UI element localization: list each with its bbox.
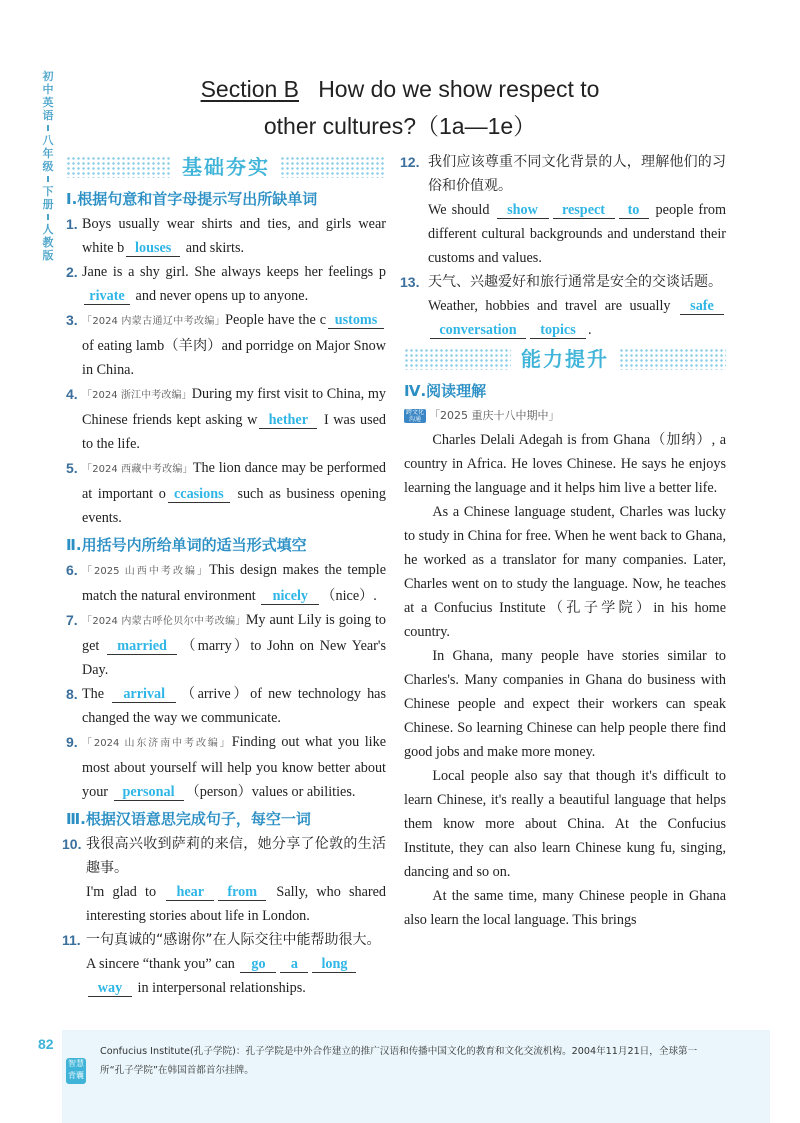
question-3 [66,308,386,382]
question-2 [66,260,386,308]
banner-title: 能力提升 [521,347,609,371]
footer-note: Confucius Institute(孔子学院)：孔子学院是中外合作建立的推广汉语和传播中国文化的教育和文化交流机构。2004年11月21日，全球第一所“孔子学院”在韩国首都首尔挂牌。 [100,1046,698,1076]
question-text: and skirts. [182,240,245,256]
question-number: 10. [62,836,82,852]
chinese-prompt: 天气、兴趣爱好和旅行通常是安全的交谈话题。 [428,274,722,290]
initial-letter: o [158,486,166,502]
answer-blank: hear [166,884,214,901]
question-number: 6. [66,562,78,578]
question-text: During my first visit to China, my Chinese friends kept asking [82,386,386,428]
question-text: Weather, hobbies and travel are usually [428,298,678,314]
section-heading: Ⅱ.用括号内所给单词的适当形式填空 [66,536,307,554]
side-char: 年 [42,147,54,160]
passage-paragraph: As a Chinese language student, Charles was lucky to study in China for free. When he went back to Ghana, he worked as a translator for many companies. Later, Charles went on to study the language. Now, he teaches at a Confucius Institute（孔子学院）in his home country. [404,504,726,640]
side-label [40,70,56,262]
question-number: 2. [66,264,78,280]
section-heading: Ⅳ.阅读理解 [404,382,487,400]
side-char: 级 [42,160,54,173]
side-char: 中 [42,83,54,96]
side-char: 英 [42,96,54,109]
question-text: Finding out what you like most about yourself will help you know better about your [82,734,386,800]
wisdom-bag-icon: 智慧背囊 [66,1058,86,1084]
question-number: 13. [400,274,420,290]
passage-paragraph: Charles Delali Adegah is from Ghana（加纳）, a country in Africa. He loves Chinese. He says he enjoys learning the language and it helps him live a better life. [404,432,726,496]
question-number: 5. [66,460,78,476]
question-text: Boys usually wear shirts and ties, and girls wear white [82,216,386,256]
answer-blank: ustoms [328,312,384,329]
question-4 [66,382,386,456]
answer-blank: arrival [112,686,176,703]
culture-tag-icon: 跨文化沟通 [405,409,424,423]
banner-basic [66,150,386,184]
source-tag: 「2024 浙江中考改编」 [82,390,192,401]
passage-paragraph: In Ghana, many people have stories similar to Charles's. Many companies in Ghana do business with Chinese people and expect their workers can speak Chinese. So learning Chinese can help people there find good jobs and make more money. [404,648,726,760]
dots-decoration [619,348,726,370]
initial-letter: w [247,412,258,428]
side-char: 八 [42,134,54,147]
source-tag: 「2025 山西中考改编」 [82,566,210,577]
question-6 [66,558,386,608]
question-text: We should [428,202,495,218]
dots-decoration [66,156,172,178]
answer-blank: conversation [430,322,526,339]
banner-advanced [404,342,726,376]
source-tag: 「2025 重庆十八中期中」 [429,409,560,422]
page-title-line1 [140,76,660,103]
question-number: 1. [66,216,78,232]
answer-blank: hether [259,412,317,429]
answer-blank: louses [126,240,180,257]
question-text: . [588,322,592,338]
answer-blank: rivate [84,288,130,305]
question-13 [400,270,726,342]
dots-decoration [404,348,511,370]
question-text: people from different cultural backgrounds and understand their customs and values. [428,202,726,266]
question-number: 3. [66,312,78,328]
dots-decoration [280,156,386,178]
answer-blank: ccasions [168,486,230,503]
page-number: 82 [38,1036,54,1052]
question-text: （person）values or abilities. [185,784,356,800]
question-text: My aunt Lily is going to get [82,612,386,654]
question-text: such as business opening events. [82,486,386,526]
question-1 [66,212,386,260]
side-char: 人 [42,223,54,236]
source-tag: 「2024 内蒙古呼伦贝尔中考改编」 [82,616,246,627]
question-number: 4. [66,386,78,402]
source-tag: 「2024 西藏中考改编」 [82,464,193,475]
question-text: This design makes the temple match the natural environment [82,562,386,604]
question-text: of eating lamb（羊肉）and porridge on Major Snow in China. [82,338,386,378]
answer-blank: married [107,638,177,655]
answer-blank: go [240,956,276,973]
answer-blank: way [88,980,132,997]
question-number: 12. [400,154,420,170]
side-char: 初 [42,70,54,83]
question-text: （marry）to John on New Year's Day. [82,638,386,678]
right-column [400,150,726,932]
answer-blank: a [280,956,308,973]
source-tag: 「2024 山东济南中考改编」 [82,738,232,749]
side-char: 版 [42,249,54,262]
answer-blank: personal [114,784,184,801]
question-number: 11. [62,932,81,948]
page-title-line2: other cultures?（1a—1e） [263,113,537,139]
question-text: （nice）. [321,588,377,604]
question-number: 7. [66,612,78,628]
answer-blank: nicely [261,588,319,605]
initial-letter: p [378,264,386,280]
banner-title: 基础夯实 [182,155,270,179]
question-text: and never opens up to anyone. [132,288,309,304]
title-text: How do we show respect to [318,76,600,102]
question-10 [62,832,386,928]
question-number: 8. [66,686,78,702]
side-char: 册 [42,198,54,211]
initial-letter: b [117,240,125,256]
question-5 [66,456,386,530]
question-9 [66,730,386,804]
answer-blank: safe [680,298,724,315]
source-tag: 「2024 内蒙古通辽中考改编」 [82,316,226,327]
answer-blank: respect [553,202,615,219]
section-heading: Ⅰ.根据句意和首字母提示写出所缺单词 [66,190,318,208]
question-text: I was used to the life. [82,412,386,452]
question-text: The lion dance may be performed at important [82,460,386,502]
question-7 [66,608,386,682]
passage-paragraph: Local people also say that though it's difficult to learn Chinese, it's really a beautiful language that helps them know more about China. At the Confucius Institute, they can also learn Chinese kung fu, singing, dancing and so on. [404,768,726,880]
question-text: （arrive）of new technology has changed the way we communicate. [82,686,386,726]
passage-paragraph: At the same time, many Chinese people in Ghana also learn the local language. This brings [404,888,726,928]
side-char: 语 [42,109,54,122]
question-text: Sally, who shared interesting stories about life in London. [86,884,386,924]
question-8 [66,682,386,730]
answer-blank: long [312,956,356,973]
section-heading: Ⅲ.根据汉语意思完成句子，每空一词 [66,810,311,828]
answer-blank: to [619,202,649,219]
question-text: in interpersonal relationships. [134,980,306,996]
chinese-prompt: 我们应该尊重不同文化背景的人，理解他们的习俗和价值观。 [428,154,726,194]
question-text: People have the [225,312,320,328]
side-char: 下 [42,185,54,198]
question-number: 9. [66,734,78,750]
answer-blank: show [497,202,549,219]
question-text: Jane is a shy girl. She always keeps her feelings [82,264,379,280]
question-text: A sincere “thank you” can [86,956,239,972]
chinese-prompt: 我很高兴收到萨莉的来信，她分享了伦敦的生活趣事。 [86,836,386,876]
answer-blank: from [218,884,266,901]
section-label: Section B [200,76,300,102]
answer-blank: topics [530,322,586,339]
question-11 [62,928,386,1000]
question-text: The [82,686,111,702]
passage-tag [404,404,726,428]
question-text: I'm glad to [86,884,165,900]
chinese-prompt: 一句真诚的“感谢你”在人际交往中能帮助很大。 [86,932,381,948]
left-column [62,150,386,1000]
question-12 [400,150,726,270]
initial-letter: c [319,312,326,328]
side-char: 教 [42,236,54,249]
